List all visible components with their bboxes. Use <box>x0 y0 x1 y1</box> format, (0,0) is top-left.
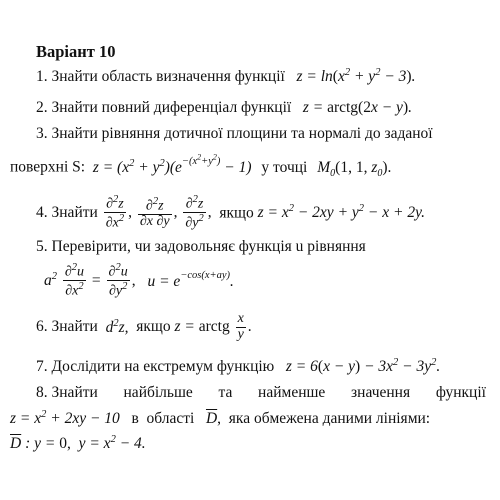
task-8-word: найбільше <box>123 384 193 401</box>
derivative-d2u-dx2: $\frac{\partial^2u}{\partial x^2}$ <box>64 262 85 299</box>
task-8-word: 8. Знайти <box>36 384 98 401</box>
task-8-word: значення <box>351 384 411 401</box>
task-8-word: та <box>218 384 233 401</box>
task-3-point: $M_0(1$, 1, $z_0$). <box>317 158 392 179</box>
task-2-formula: z = arctg(2x − y). <box>295 99 412 116</box>
task-8-line3: $\overline{D}$ : y = 0, $y = x^2 - 4$. <box>10 434 146 453</box>
task-4-condition: якщо $z = x^2 - 2xy + y^2 - x + 2y$. <box>215 203 425 222</box>
task-6-formula: $d^2z$, <box>101 317 129 336</box>
task-6-text: 6. Знайти <box>36 318 98 336</box>
task-5-text: 5. Перевірити, чи задовольняє функція u рівняння <box>36 238 366 255</box>
task-6-condition: якщо z = arctg <box>132 318 230 336</box>
task-3-line2 <box>10 152 391 179</box>
task-5-function: $u = e^{-cos(x+ay)}$. <box>147 270 234 291</box>
task-2 <box>36 99 412 117</box>
task-7-formula: $z = 6(x - y) - 3x^2 - 3y^2$. <box>278 357 441 376</box>
task-4: 4. Знайти $\frac{\partial^2z}{\partial x^2}$ , $\frac{\partial^2z}{\partial x \partial y}$ , $\frac{\partial^2z}{\partial y^2}$ , якщо $z = x^2 - 2xy + y^2 - x + 2y$. <box>36 194 425 231</box>
task-3-formula: $z = (x^2 + y^2)(e^{-(x^2+y^2)} - 1)$ <box>88 152 252 176</box>
task-2-text: 2. Знайти повний диференціал функції <box>36 99 292 116</box>
derivative-d2z-dy2: $\frac{\partial^2z}{\partial y^2}$ <box>185 194 204 231</box>
task-8-line1 <box>36 384 486 402</box>
task-5-equation: $a^2$ $\frac{\partial^2u}{\partial x^2}$ = $\frac{\partial^2u}{\partial y^2}$ , $u = e^{-cos(x+ay)}$. <box>44 262 234 299</box>
task-7-text: 7. Дослідити на екстремум функцію <box>36 358 275 376</box>
task-4-text: 4. Знайти <box>36 203 98 221</box>
variant-title: Варіант 10 <box>36 42 116 61</box>
task-8-line2: $z = x^2 + 2xy - 10$ в області $\overline{D}$, яка обмежена даними лініями: <box>10 409 431 428</box>
task-3-prefix: поверхні S: <box>10 158 86 176</box>
task-7 <box>36 357 440 376</box>
task-3-line1: 3. Знайти рівняння дотичної площини та нормалі до заданої <box>36 125 433 142</box>
task-1-text: 1. Знайти область визначення функції <box>36 68 285 86</box>
task-3-suffix: у точці <box>261 158 308 176</box>
task-8-word: найменше <box>258 384 326 401</box>
derivative-d2u-dy2: $\frac{\partial^2u}{\partial y^2}$ <box>108 262 128 299</box>
task-1 <box>36 67 415 86</box>
task-8-word: функції <box>435 384 486 401</box>
derivative-d2z-dxdy: $\frac{\partial^2z}{\partial x \partial y}$ <box>139 195 170 230</box>
fraction-x-over-y: $\frac{x}{y}$ <box>237 311 244 342</box>
task-6: 6. Знайти $d^2z$, якщо z = arctg $\frac{x}{y}$ . <box>36 311 252 342</box>
derivative-d2z-dx2: $\frac{\partial^2z}{\partial x^2}$ <box>105 194 125 231</box>
task-1-formula: $z = \ln(x^2 + y^2 - 3)$. <box>288 67 416 86</box>
